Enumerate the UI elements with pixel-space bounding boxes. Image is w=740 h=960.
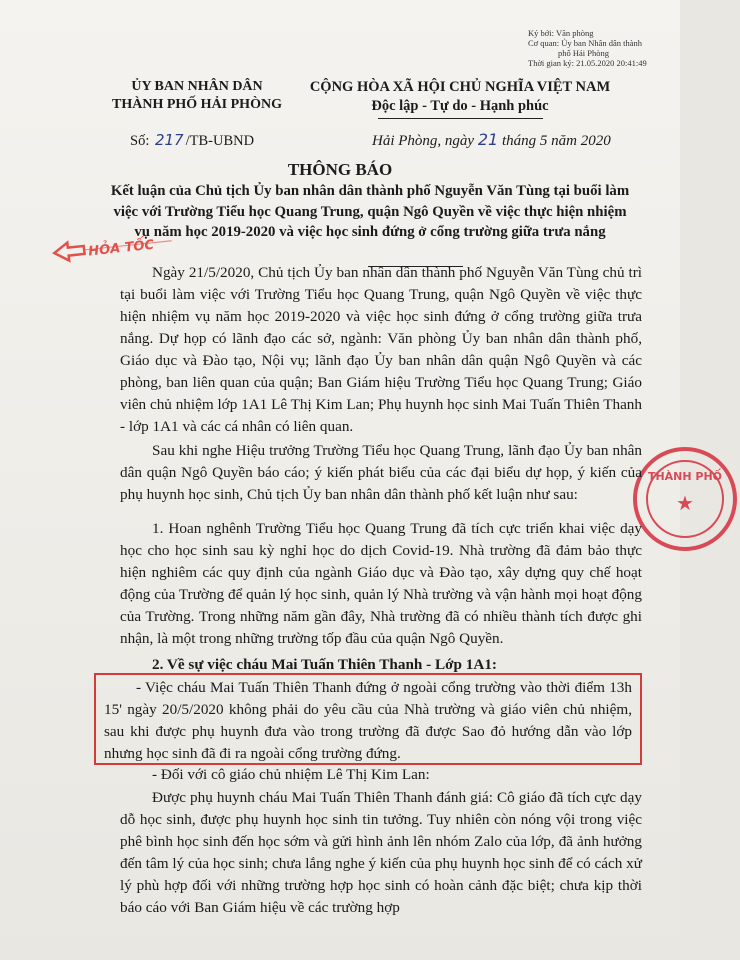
paragraph-2 [120,440,642,506]
nation-name: CỘNG HÒA XÃ HỘI CHỦ NGHĨA VIỆT NAM [309,79,611,95]
signer-org-line1: Cơ quan: Ủy ban Nhân dân thành [528,38,643,48]
paragraph-3 [120,518,642,650]
digital-signature-box [528,28,678,68]
date-suffix: tháng 5 năm 2020 [501,133,611,149]
national-header [300,78,620,119]
signer-org-line2: phố Hải Phòng [558,48,609,58]
seal-text: THÀNH PHỐ [647,470,723,483]
number-prefix: Số: [130,133,150,149]
issuer-line1: ỦY BAN NHÂN DÂN [131,79,263,94]
urgent-stamp [48,232,176,262]
date-day: 21 [477,130,499,149]
motto-underline [378,118,543,119]
urgent-arrow-icon [53,241,85,262]
paragraph-1 [120,262,642,438]
document-date [372,130,611,150]
paragraph-4-text: - Việc cháu Mai Tuấn Thiên Thanh đứng ở ngoài cổng trường vào thời điểm 13h 15' ngày 20/5/2020 không phải do yêu cầu của Nhà trường và giáo viên chủ nhiệm, sau khi được phụ huynh đưa vào trong trường đã được Sao đỏ hướng dẫn vào lớp nhưng học sinh đã đi ra ngoài cổng trường đứng. [104,679,632,762]
seal-star-icon: ★ [676,491,694,515]
signer-line: Ký bởi: Văn phòng [528,28,594,38]
paragraph-1-text: Ngày 21/5/2020, Chủ tịch Ủy ban nhân dân thành phố Nguyễn Văn Tùng chủ trì tại buổi làm việc với Trường Tiểu học Quang Trung, quận Ngô Quyền về việc thực hiện nhiệm vụ năm học 2019-2020 và việc học sinh đứng ở cổng trường giữa trưa nắng. Dự họp có lãnh đạo các sở, ngành: Văn phòng Ủy ban nhân dân thành phố, Giáo dục và Đào tạo, Nội vụ; lãnh đạo Ủy ban nhân dân quận Ngô Quyền và các phòng, ban liên quan của quận; Ban Giám hiệu Trường Tiểu học Quang Trung; Giáo viên chủ nhiệm lớp 1A1 Lê Thị Kim Lan; Phụ huynh học sinh Mai Tuấn Thiên Thanh - lớp 1A1 và các cá nhân có liên quan. [120,264,642,435]
paragraph-2-text: Sau khi nghe Hiệu trưởng Trường Tiểu học Quang Trung, lãnh đạo Ủy ban nhân dân quận Ngô Quyền báo cáo; ý kiến phát biểu của các đại biểu dự họp, ý kiến của phụ huynh học sinh, Chủ tịch Ủy ban nhân dân thành phố kết luận như sau: [120,442,642,503]
section-2-heading-text: 2. Về sự việc cháu Mai Tuấn Thiên Thanh - Lớp 1A1: [152,656,497,673]
paragraph-6-text: Được phụ huynh cháu Mai Tuấn Thiên Thanh đánh giá: Cô giáo đã tích cực dạy dỗ học sinh, được phụ huynh học sinh tin tưởng. Tuy nhiên còn nóng vội trong việc phê bình học sinh đến học sớm và gửi hình ảnh lên nhóm Zalo của lớp, đã ảnh hưởng đến tâm lý của học sinh; chưa lắng nghe ý kiến của phụ huynh học sinh để có cách xử lý phù hợp đối với những trường hợp học sinh có hoàn cảnh đặc biệt; chưa kịp thời báo cáo với Ban Giám hiệu về các trường hợp [120,789,642,916]
paragraph-6 [120,787,642,919]
date-prefix: Hải Phòng, ngày [372,133,475,149]
paragraph-4 [104,677,632,765]
document-title: THÔNG BÁO [287,160,393,179]
number-suffix: /TB-UBND [185,133,255,149]
official-seal [630,444,740,554]
issuer-line2: THÀNH PHỐ HẢI PHÒNG [112,97,282,112]
number-value: 217 [154,131,184,149]
paragraph-5-text: - Đối với cô giáo chủ nhiệm Lê Thị Kim Lan: [152,766,430,783]
document-subtitle: Kết luận của Chủ tịch Ủy ban nhân dân thành phố Nguyễn Văn Tùng tại buổi làm việc với Trường Tiểu học Quang Trung, quận Ngô Quyền về việc thực hiện nhiệm vụ năm học 2019-2020 và việc học sinh đứng ở cổng trường giữa trưa nắng [110,183,630,240]
document-number [130,131,254,150]
paragraph-5 [120,764,642,786]
paragraph-3-text: 1. Hoan nghênh Trường Tiểu học Quang Trung đã tích cực triển khai việc dạy học cho học sinh sau kỳ nghỉ học do dịch Covid-19. Nhà trường đã đảm bảo thực hiện nghiêm các quy định của ngành Giáo dục và Đào tạo, xây dựng quy chế hoạt động của Trường để quản lý học sinh, quản lý Nhà trường và vận hành mọi hoạt động của Trường. Trong những năm gần đây, Nhà trường đã có nhiều thành tích được ghi nhận, là một trong những trường tốp đầu của quận Ngô Quyền. [120,520,642,647]
issuer-header [82,78,312,114]
signing-time: Thời gian ký: 21.05.2020 20:41:49 [528,58,647,68]
national-motto: Độc lập - Tự do - Hạnh phúc [371,98,549,114]
urgent-stamp-text: HỎA TỐC [87,237,155,260]
